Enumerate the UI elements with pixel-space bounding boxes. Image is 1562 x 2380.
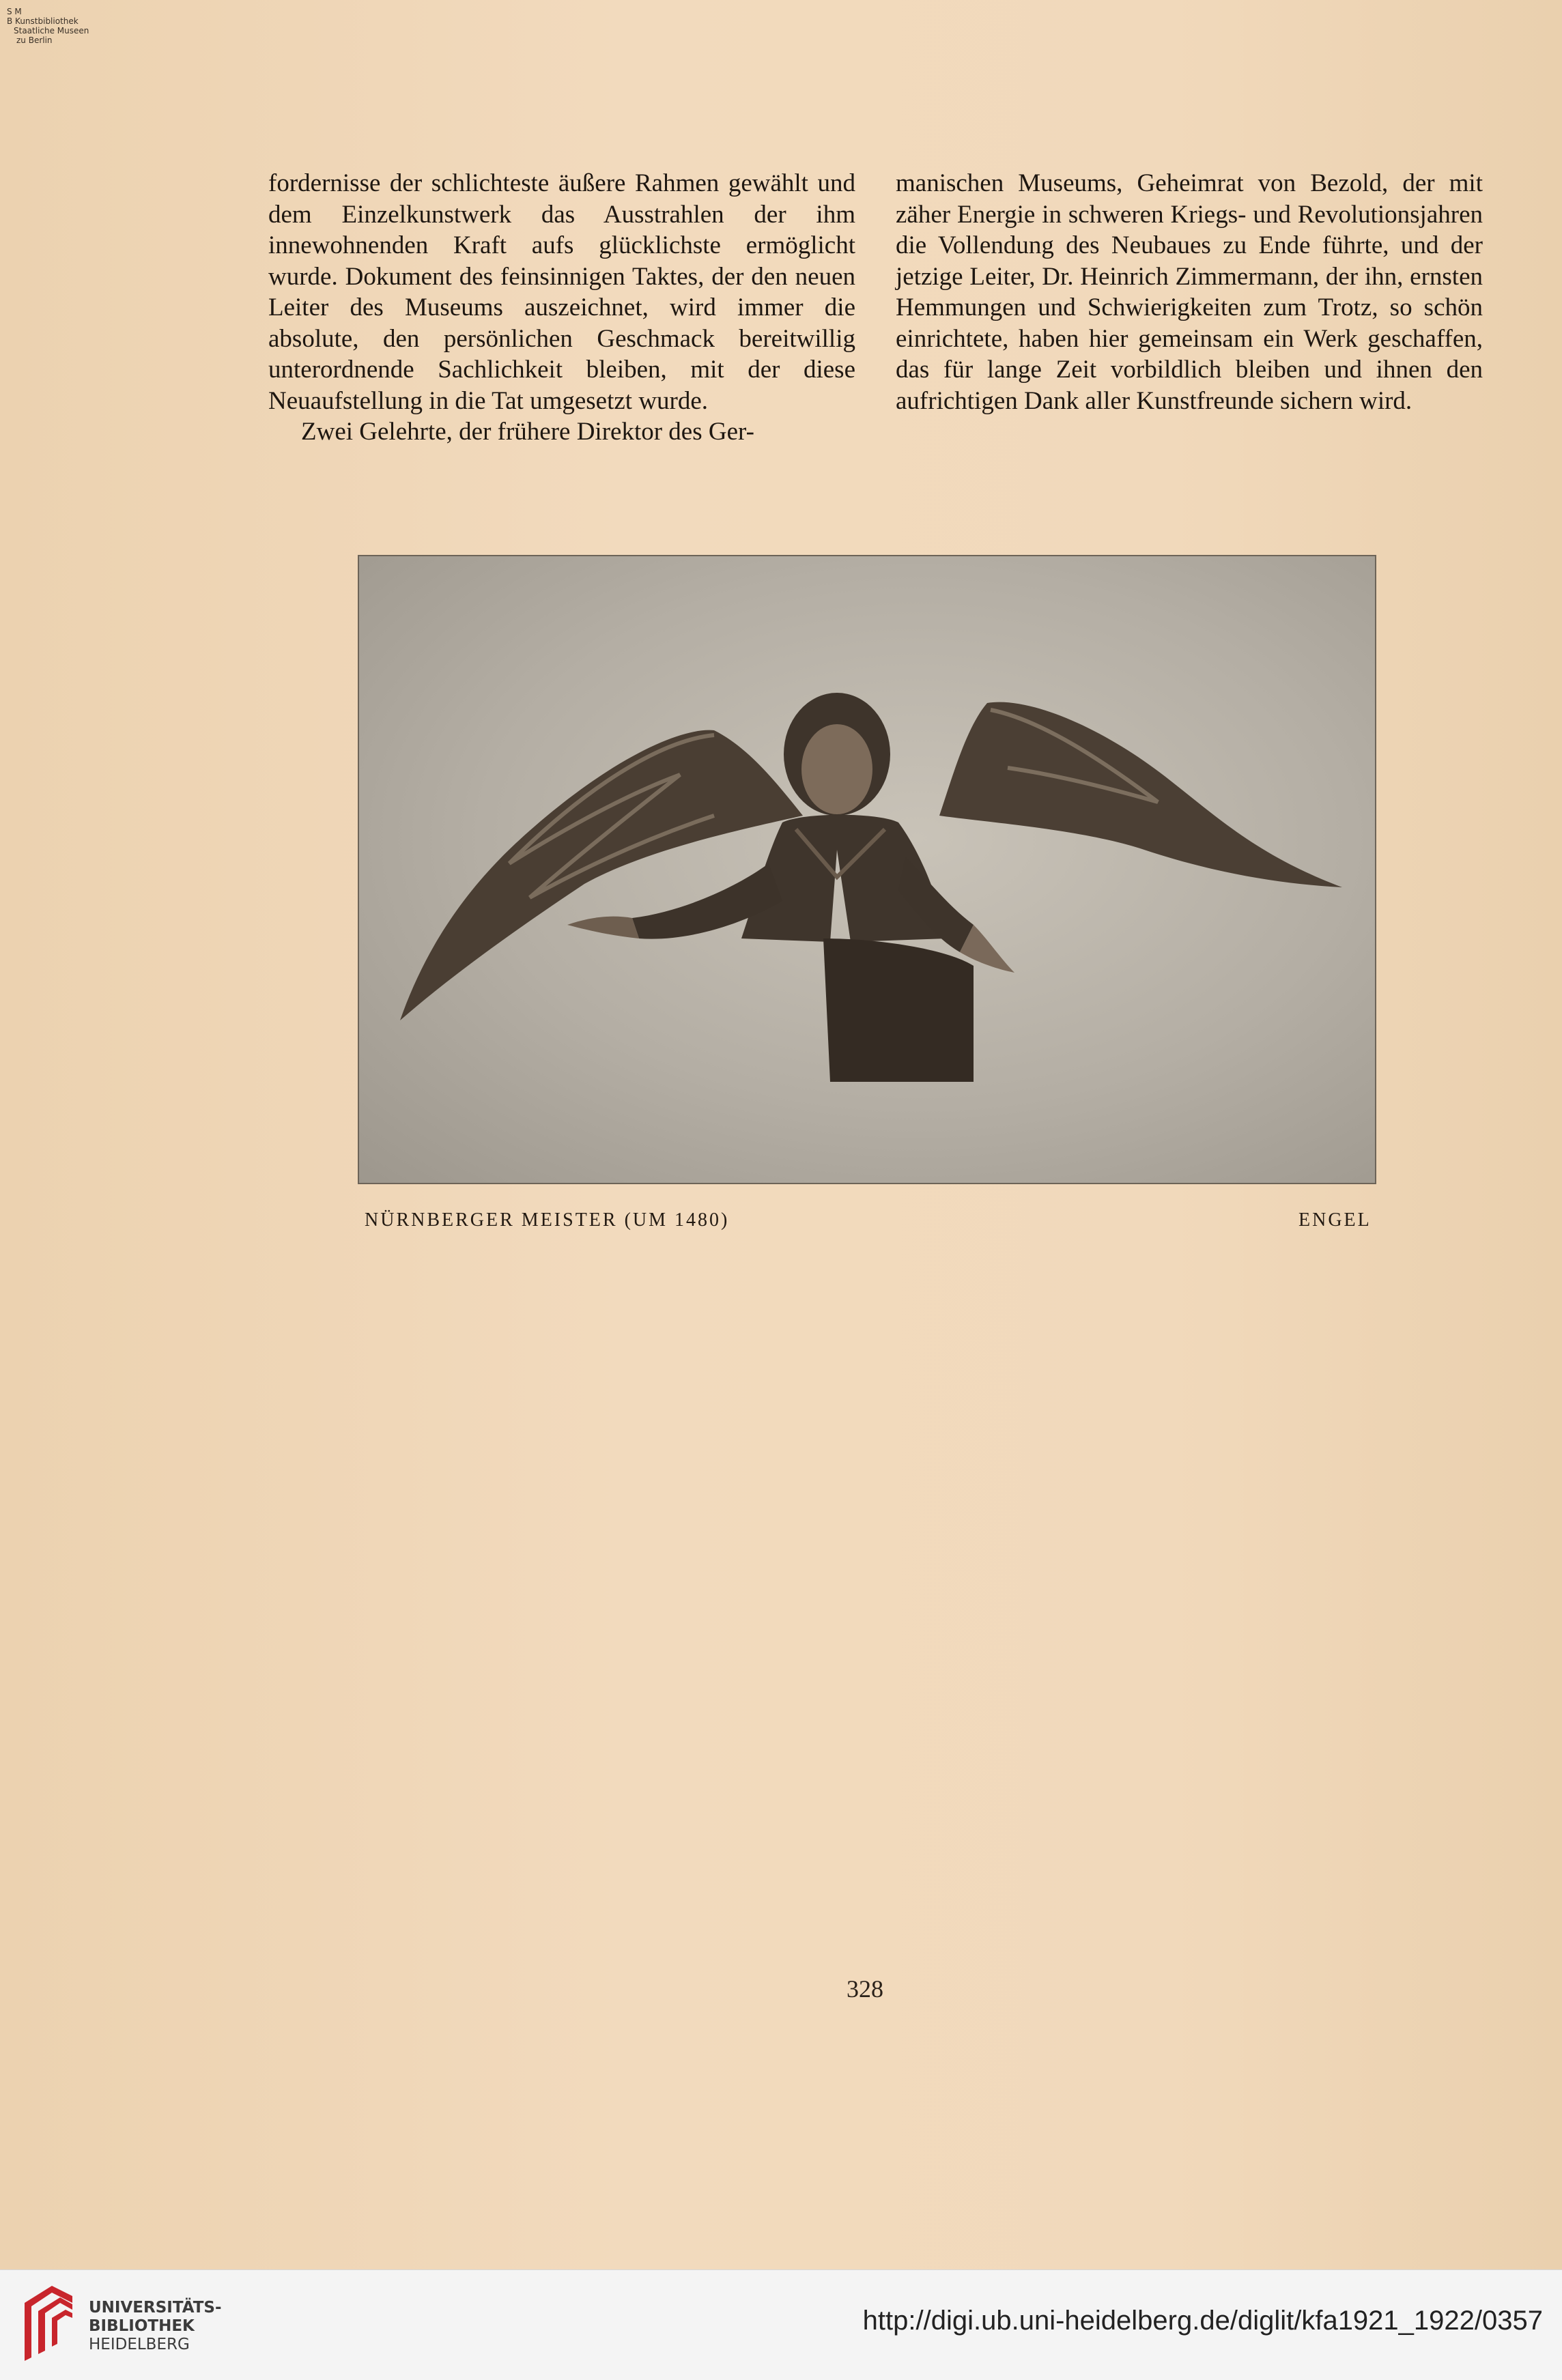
viewer-footer <box>0 2269 1562 2380</box>
library-name-line: UNIVERSITÄTS- <box>89 2299 222 2317</box>
left-hand <box>567 917 639 938</box>
figure-caption-title: ENGEL <box>1298 1209 1372 1231</box>
paragraph: Zwei Gelehrte, der frühere Direktor des Ger- <box>301 418 754 446</box>
stamp-line: zu Berlin <box>16 35 53 45</box>
library-name <box>89 2299 222 2354</box>
stamp-line: S M <box>7 7 22 16</box>
heidelberg-library-logo-icon <box>18 2282 79 2364</box>
page-number: 328 <box>847 1975 883 2003</box>
text-column-left <box>268 168 855 448</box>
angel-sculpture-photo <box>358 555 1376 1184</box>
angel-illustration <box>359 556 1375 1183</box>
library-name-line: HEIDELBERG <box>89 2336 190 2353</box>
stamp-line: B Kunstbibliothek <box>7 16 79 26</box>
paragraph: fordernisse der schlichteste äußere Rahmen gewählt und dem Einzelkunstwerk das Ausstrahlen der ihm innewohnenden Kraft aufs glücklichste ermöglicht wurde. Dokument des feinsinnigen Taktes, der den neuen Leiter des Museums auszeichnet, wird immer die absolute, den persönlichen Geschmack bereitwillig unterordnende Sachlichkeit bleiben, mit der diese Neuaufstellung in die Tat umgesetzt wurde. <box>268 169 855 415</box>
permalink-url[interactable]: http://digi.ub.uni-heidelberg.de/diglit/kfa1921_1922/0357 <box>862 2306 1543 2336</box>
text-column-right <box>896 168 1483 416</box>
angel-base <box>823 938 974 1082</box>
figure-caption-artist: NÜRNBERGER MEISTER (UM 1480) <box>365 1209 730 1231</box>
library-name-line: BIBLIOTHEK <box>89 2317 195 2335</box>
paragraph: manischen Museums, Geheimrat von Bezold, der mit zäher Energie in schweren Kriegs- und Revolutionsjahren die Vollendung des Neubaues zu Ende führte, und der jetzige Leiter, Dr. Heinrich Zimmermann, der ihn, ernsten Hemmungen und Schwierigkeiten zum Trotz, so schön einrichtete, haben hier gemeinsam ein Werk geschaffen, das für lange Zeit vorbildlich bleiben und ihnen den aufrichtigen Dank aller Kunstfreunde sichern wird. <box>896 169 1483 415</box>
right-wing <box>939 702 1342 887</box>
library-stamp <box>7 7 89 45</box>
angel-face <box>801 724 872 814</box>
left-wing <box>400 730 803 1020</box>
stamp-line: Staatliche Museen <box>14 26 89 35</box>
